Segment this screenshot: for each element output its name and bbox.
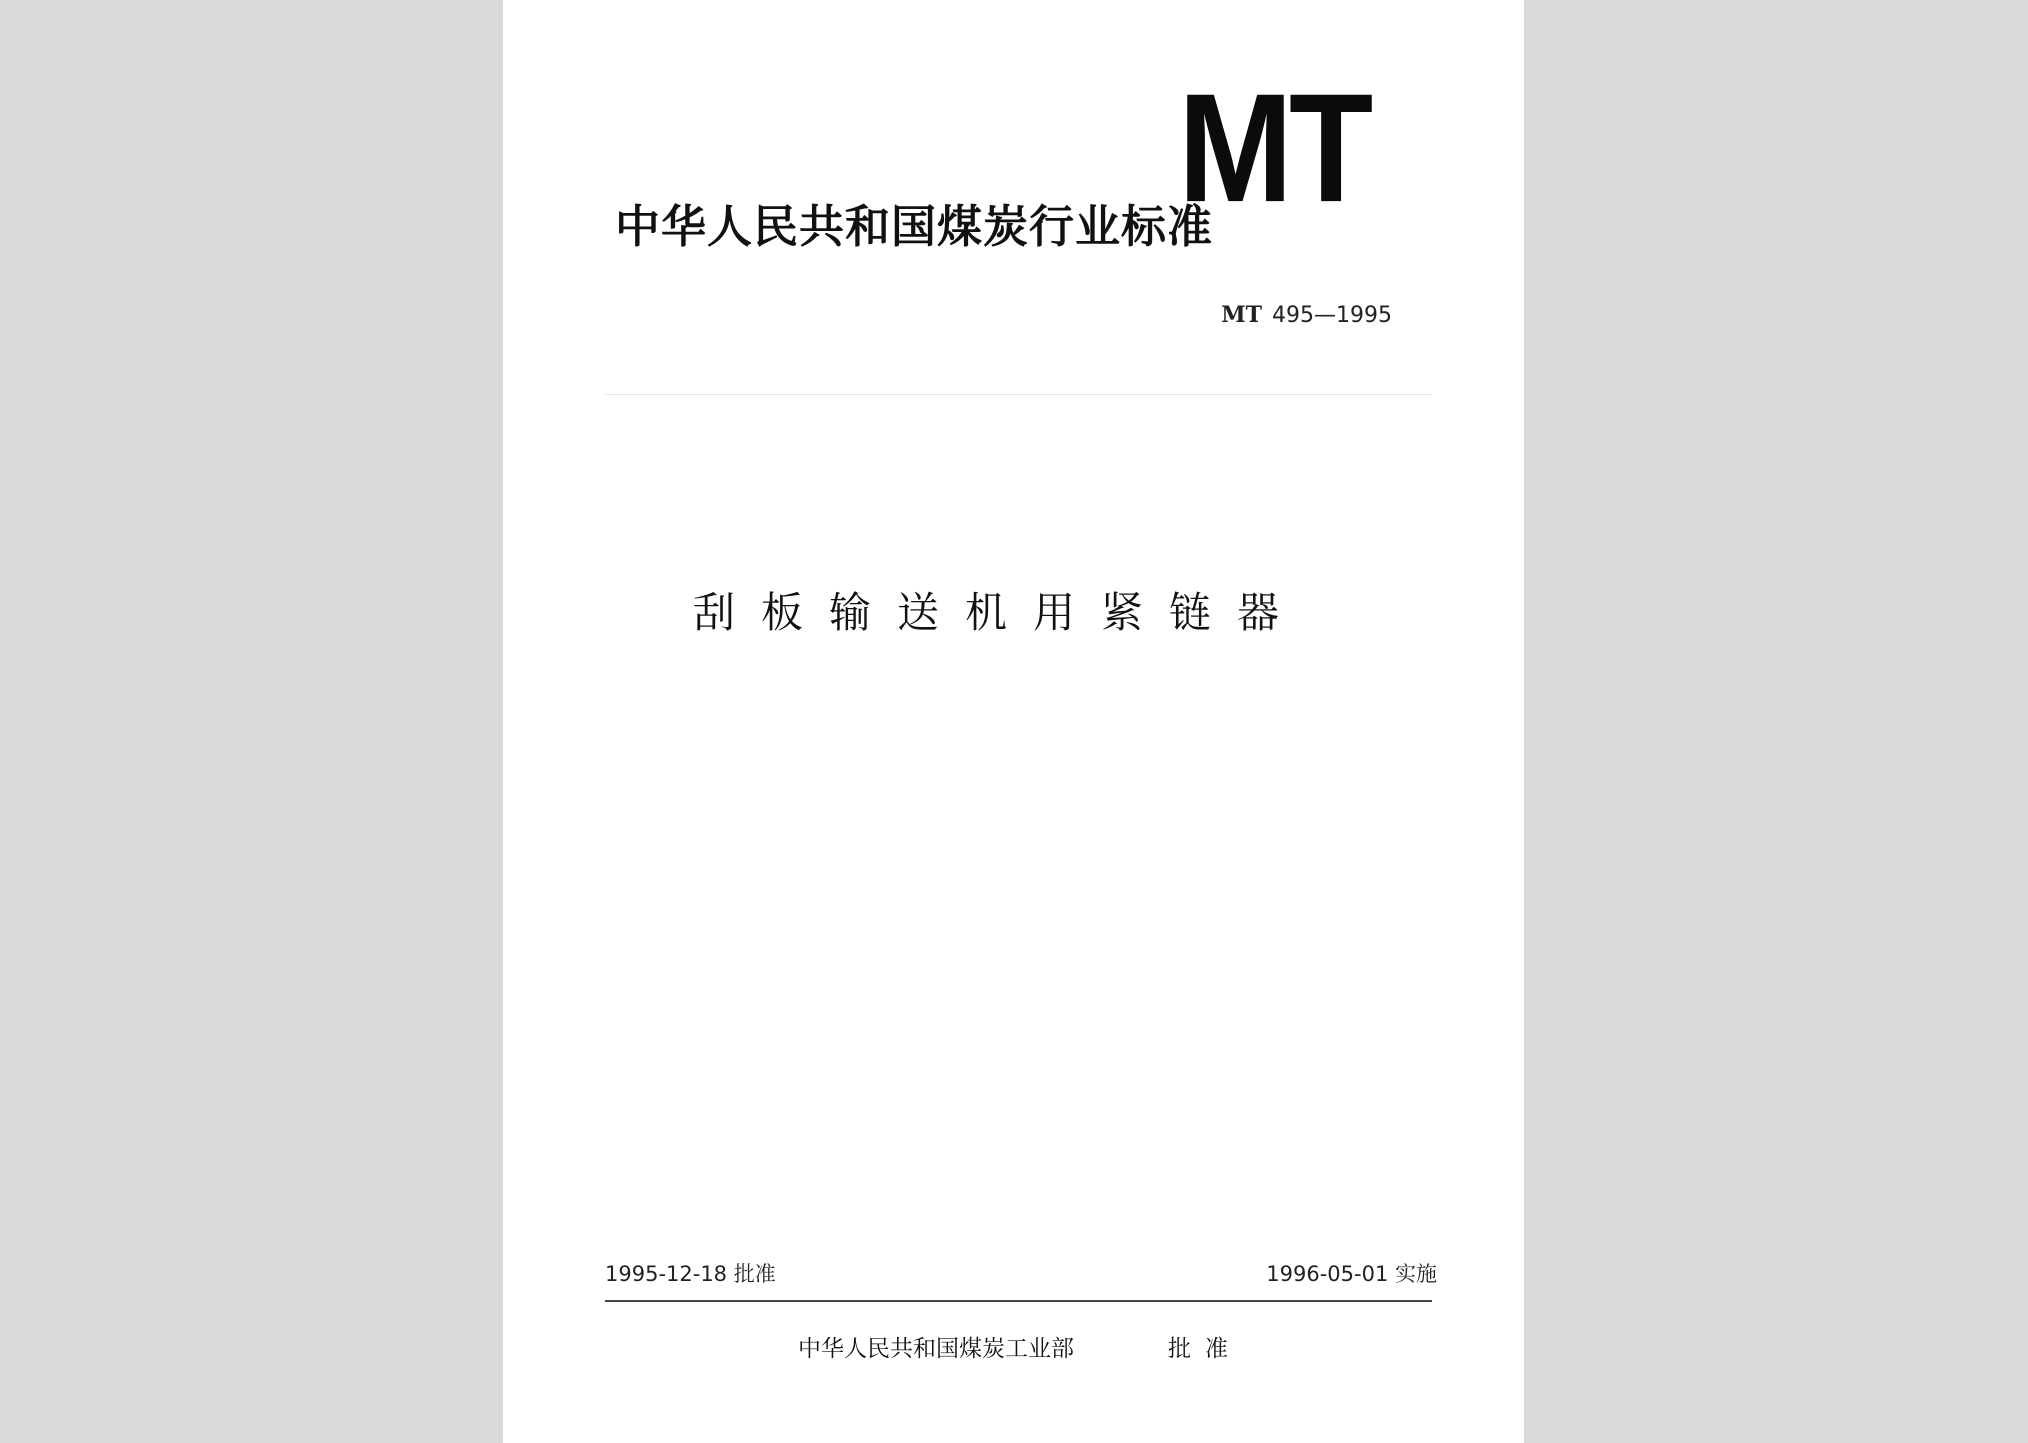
footer-divider xyxy=(605,1300,1432,1302)
document-page xyxy=(503,0,1524,1443)
standard-number xyxy=(1221,301,1392,330)
standard-number-prefix: MT xyxy=(1221,302,1263,328)
approval-date: 1995-12-18 批准 xyxy=(605,1262,776,1286)
header-divider xyxy=(605,394,1432,395)
agency-title: 中华人民共和国煤炭行业标准 xyxy=(615,200,1214,253)
issuing-authority: 中华人民共和国煤炭工业部 xyxy=(798,1336,1074,1362)
implementation-date: 1996-05-01 实施 xyxy=(1266,1262,1437,1286)
document-title: 刮板输送机用紧链器 xyxy=(693,588,1306,637)
issuing-action: 批准 xyxy=(1168,1336,1242,1362)
standard-number-value: 495—1995 xyxy=(1272,303,1392,328)
mt-logo: MT xyxy=(1178,62,1370,235)
